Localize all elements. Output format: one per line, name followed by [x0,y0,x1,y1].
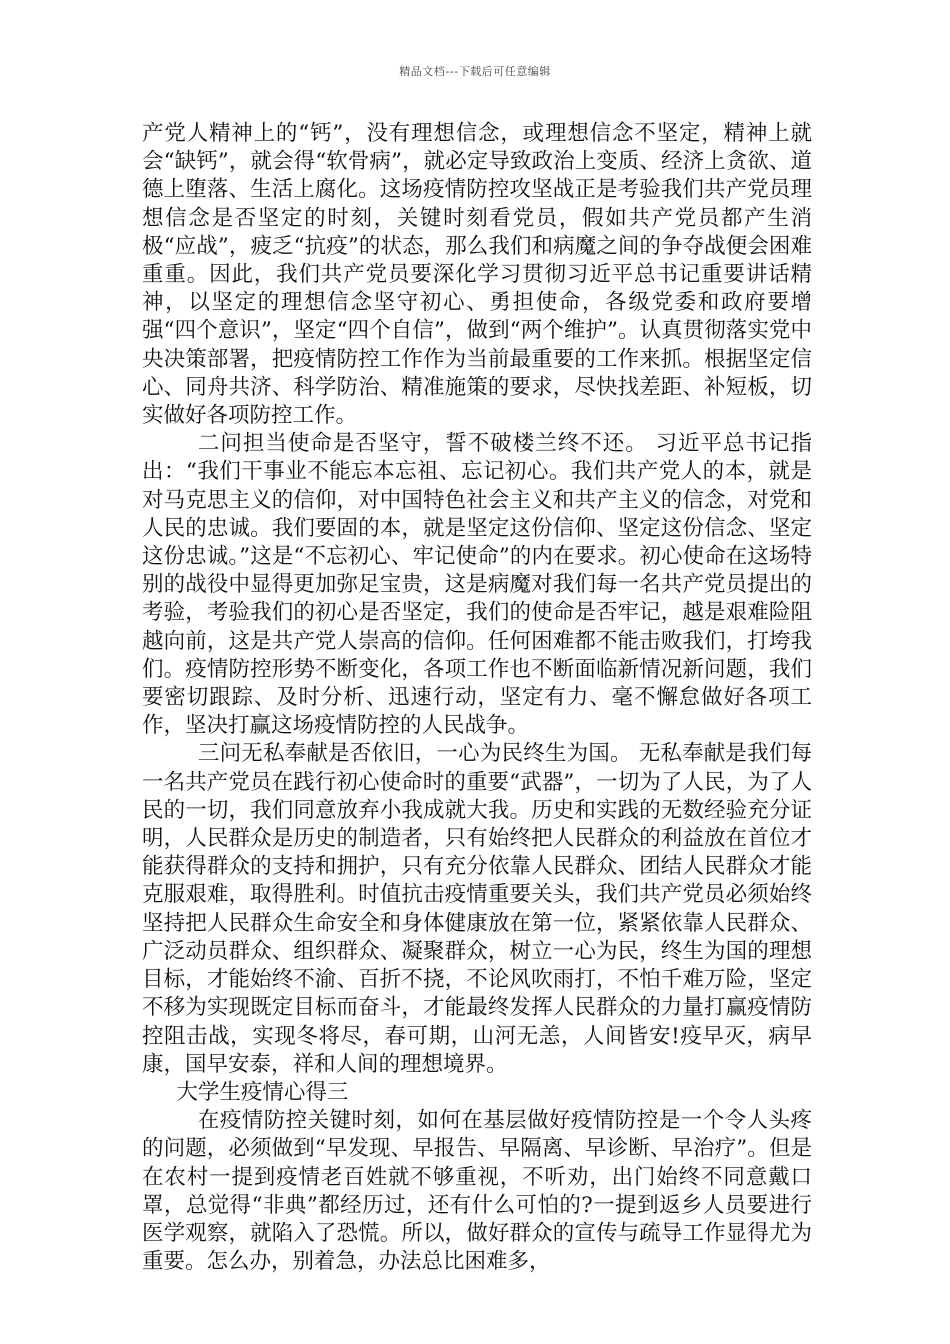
paragraph-second-question: 二问担当使命是否坚守，誓不破楼兰终不还。 习近平总书记指出：“我们干事业不能忘本忘祖、忘记初心。我们共产党人的本，就是对马克思主义的信仰，对中国特色社会主义和共产主义的信念，对党和人民的忠诚。我们要固的本，就是坚定这份信仰、坚定这份信念、坚定这份忠诚。”这是“不忘初心、牢记使命”的内在要求。初心使命在这场特别的战役中显得更加弥足宝贵，这是病魔对我们每一名共产党员提出的考验，考验我们的初心是否坚定，我们的使命是否牢记，越是艰难险阻越向前，这是共产党人崇高的信仰。任何困难都不能击败我们，打垮我们。疫情防控形势不断变化，各项工作也不断面临新情况新问题，我们要密切跟踪、及时分析、迅速行动，坚定有力、毫不懈怠做好各项工作，坚决打赢这场疫情防控的人民战争。 [142,431,812,739]
page-header: 精品文档---下载后可任意编辑 [399,65,551,78]
document-body [142,120,812,1276]
paragraph-section-three-intro: 在疫情防控关键时刻，如何在基层做好疫情防控是一个令人头疼的问题，必须做到“早发现、早报告、早隔离、早诊断、早治疗”。但是在农村一提到疫情老百姓就不够重视，不听劝，出门始终不同意戴口罩，总觉得“非典”都经历过，还有什么可怕的?一提到返乡人员要进行医学观察，就陷入了恐慌。所以，做好群众的宣传与疏导工作显得尤为重要。怎么办，别着急，办法总比困难多， [142,1108,812,1275]
section-heading: 大学生疫情心得三 [176,1079,349,1105]
paragraph-third-question: 三问无私奉献是否依旧，一心为民终生为国。 无私奉献是我们每一名共产党员在践行初心使命时的重要“武器”，一切为了人民，为了人民的一切，我们同意放弃小我成就大我。历史和实践的无数经验充分证明，人民群众是历史的制造者，只有始终把人民群众的利益放在首位才能获得群众的支持和拥护，只有充分依靠人民群众、团结人民群众才能克服艰难，取得胜利。时值抗击疫情重要关头，我们共产党员必须始终坚持把人民群众生命安全和身体健康放在第一位，紧紧依靠人民群众、广泛动员群众、组织群众、凝聚群众，树立一心为民，终生为国的理想目标，才能始终不渝、百折不挠，不论风吹雨打，不怕千难万险，坚定不移为实现既定目标而奋斗，才能最终发挥人民群众的力量打赢疫情防控阻击战，实现冬将尽，春可期，山河无恙，人间皆安!疫早灭，病早康，国早安泰，祥和人间的理想境界。 [142,741,812,1077]
paragraph-continuation: 产党人精神上的“钙”，没有理想信念，或理想信念不坚定，精神上就会“缺钙”，就会得“软骨病”，就必定导致政治上变质、经济上贪欲、道德上堕落、生活上腐化。这场疫情防控攻坚战正是考验我们共产党员理想信念是否坚定的时刻，关键时刻看党员，假如共产党员都产生消极“应战”，疲乏“抗疫”的状态，那么我们和病魔之间的争夺战便会困难重重。因此，我们共产党员要深化学习贯彻习近平总书记重要讲话精神，以坚定的理想信念坚守初心、勇担使命，各级党委和政府要增强“四个意识”，坚定“四个自信”，做到“两个维护”。认真贯彻落实党中央决策部署，把疫情防控工作作为当前最重要的工作来抓。根据坚定信心、同舟共济、科学防治、精准施策的要求，尽快找差距、补短板，切实做好各项防控工作。 [142,121,812,429]
